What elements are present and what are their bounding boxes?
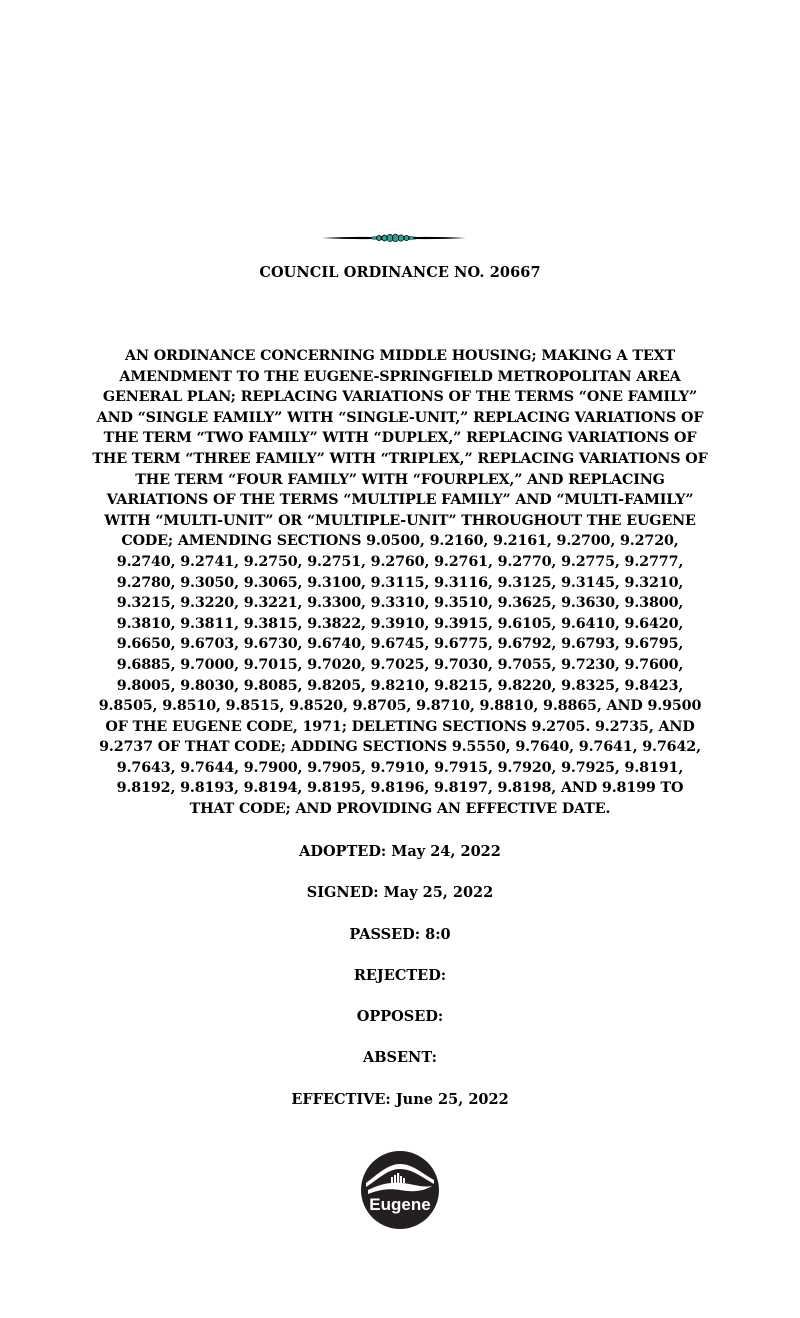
title-line: AMENDMENT TO THE EUGENE-SPRINGFIELD METROPOLITAN AREA bbox=[119, 368, 681, 385]
title-line: 9.8005, 9.8030, 9.8085, 9.8205, 9.8210, 9.8215, 9.8220, 9.8325, 9.8423, bbox=[116, 677, 684, 694]
decorative-divider-ornament bbox=[322, 231, 466, 245]
title-line: 9.6885, 9.7000, 9.7015, 9.7020, 9.7025, 9.7030, 9.7055, 9.7230, 9.7600, bbox=[116, 656, 684, 673]
opposed-vote: OPPOSED: bbox=[356, 1008, 444, 1025]
title-line: 9.6650, 9.6703, 9.6730, 9.6740, 9.6745, 9.6775, 9.6792, 9.6793, 9.6795, bbox=[116, 636, 684, 653]
title-line: 9.8192, 9.8193, 9.8194, 9.8195, 9.8196, 9.8197, 9.8198, AND 9.8199 TO bbox=[116, 780, 684, 797]
title-line: 9.2780, 9.3050, 9.3065, 9.3100, 9.3115, 9.3116, 9.3125, 9.3145, 9.3210, bbox=[116, 574, 684, 591]
title-line: 9.2737 OF THAT CODE; ADDING SECTIONS 9.5550, 9.7640, 9.7641, 9.7642, bbox=[99, 739, 701, 756]
signed-date: SIGNED: May 25, 2022 bbox=[306, 884, 494, 901]
effective-date: EFFECTIVE: June 25, 2022 bbox=[291, 1091, 509, 1108]
eugene-city-logo bbox=[360, 1150, 440, 1230]
title-line: VARIATIONS OF THE TERMS “MULTIPLE FAMILY” AND “MULTI-FAMILY” bbox=[106, 492, 694, 509]
title-line: THE TERM “THREE FAMILY” WITH “TRIPLEX,” REPLACING VARIATIONS OF bbox=[92, 450, 708, 467]
title-line: 9.3215, 9.3220, 9.3221, 9.3300, 9.3310, 9.3510, 9.3625, 9.3630, 9.3800, bbox=[116, 595, 684, 612]
title-line: THE TERM “TWO FAMILY” WITH “DUPLEX,” REPLACING VARIATIONS OF bbox=[103, 430, 697, 447]
title-line: WITH “MULTI-UNIT” OR “MULTIPLE-UNIT” THROUGHOUT THE EUGENE bbox=[104, 512, 696, 529]
absent-vote: ABSENT: bbox=[363, 1049, 437, 1066]
ordinance-title-block bbox=[88, 346, 712, 820]
adopted-date: ADOPTED: May 24, 2022 bbox=[299, 843, 501, 860]
title-line: AN ORDINANCE CONCERNING MIDDLE HOUSING; MAKING A TEXT bbox=[125, 348, 675, 364]
title-line: 9.3810, 9.3811, 9.3815, 9.3822, 9.3910, 9.3915, 9.6105, 9.6410, 9.6420, bbox=[116, 615, 684, 632]
logo-wordmark: Eugene bbox=[369, 1195, 431, 1214]
ordinance-number-heading: COUNCIL ORDINANCE NO. 20667 bbox=[259, 264, 541, 281]
title-line: THAT CODE; AND PROVIDING AN EFFECTIVE DATE. bbox=[189, 801, 611, 818]
rejected-vote: REJECTED: bbox=[353, 967, 447, 984]
title-line: THE TERM “FOUR FAMILY” WITH “FOURPLEX,” AND REPLACING bbox=[135, 471, 665, 488]
title-line: 9.2740, 9.2741, 9.2750, 9.2751, 9.2760, 9.2761, 9.2770, 9.2775, 9.2777, bbox=[116, 553, 684, 570]
title-line: GENERAL PLAN; REPLACING VARIATIONS OF THE TERMS “ONE FAMILY” bbox=[102, 389, 698, 406]
title-line: OF THE EUGENE CODE, 1971; DELETING SECTIONS 9.2705. 9.2735, AND bbox=[105, 718, 695, 735]
title-line: 9.7643, 9.7644, 9.7900, 9.7905, 9.7910, 9.7915, 9.7920, 9.7925, 9.8191, bbox=[116, 759, 684, 776]
title-line: 9.8505, 9.8510, 9.8515, 9.8520, 9.8705, 9.8710, 9.8810, 9.8865, AND 9.9500 bbox=[98, 698, 702, 715]
title-line: CODE; AMENDING SECTIONS 9.0500, 9.2160, 9.2161, 9.2700, 9.2720, bbox=[121, 533, 679, 550]
passed-vote: PASSED: 8:0 bbox=[349, 926, 451, 943]
title-line: AND “SINGLE FAMILY” WITH “SINGLE-UNIT,” REPLACING VARIATIONS OF bbox=[96, 409, 704, 426]
